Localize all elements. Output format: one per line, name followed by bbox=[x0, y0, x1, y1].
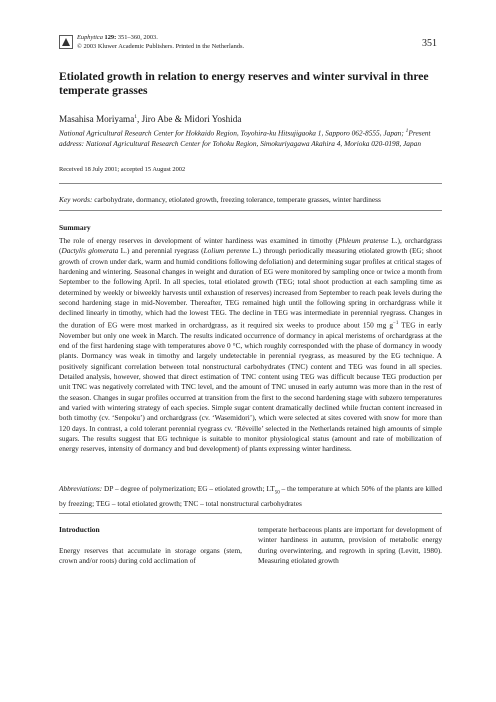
journal-pages: 351–360, 2003. bbox=[117, 34, 158, 41]
summary-heading: Summary bbox=[59, 223, 91, 232]
publisher-logo-icon bbox=[59, 35, 73, 49]
abbreviations-part: – the temperature at which 50% of the plants are killed by freezing; TEG – total etiolated growth; TNC – total nonstructural carbohydrates bbox=[59, 484, 442, 508]
summary-text bbox=[59, 236, 442, 455]
keywords-list: carbohydrate, dormancy, etiolated growth, freezing tolerance, temperate grasses, winter hardiness bbox=[94, 195, 381, 204]
article-title: Etiolated growth in relation to energy reserves and winter survival in three temperate grasses bbox=[59, 70, 429, 98]
summary-part: L.) and perennial ryegrass ( bbox=[118, 246, 204, 256]
author-list bbox=[59, 114, 241, 124]
received-dates: Received 18 July 2001; accepted 15 August 2002 bbox=[59, 166, 186, 173]
affiliation bbox=[59, 126, 447, 149]
keywords bbox=[59, 195, 381, 204]
divider-bottom bbox=[59, 513, 442, 514]
journal-volume: 129: bbox=[104, 34, 117, 41]
summary-part: TEG in early November but only one week in March. The results indicated occurrence of dormancy in apical meristems of orchardgrass at the end of the first hardening stage with temperatures above 0 °C, which roughly corresponded with the phase of dormancy in woody plants. Dormancy was weak in timothy and largely undetectable in perennial ryegrass, as measured by the EG technique. A positively significant correlation between total nonstructural carbohydrates (TNC) content and TEG was found in all species. Detailed analysis, however, showed that direct estimation of TNC content using TEG was difficult because TEG production per unit TNC was negatively correlated with TNC level, and the amount of TNC unused in early autumn was more than in the rest of the season. Changes in sugar profiles occurred at transition from the first to the second hardening stage with subzero temperatures and varied with wintering strategy of each species. Simple sugar content dramatically declined while fructan content increased in both timothy (cv. ‘Senpoku’) and orchardgrass (cv. ‘Wasemidori’), which were selected at sites covered with snow for more than 120 days. In contrast, a cold tolerant perennial ryegrass cv. ‘Réveille’ selected in the Netherlands retained high amounts of simple sugars. The results suggest that EG technique is suitable to monitor physiological status (amount and rate of mobilization of energy reserves, intensity of dormancy and bud development) of plants expressing winter hardiness. bbox=[59, 320, 443, 454]
page-number: 351 bbox=[422, 38, 437, 49]
affiliation-marker: 1 bbox=[405, 128, 409, 134]
first-author: Masahisa Moriyama bbox=[59, 114, 135, 125]
abbreviations bbox=[59, 484, 442, 509]
running-header bbox=[77, 34, 244, 51]
affiliation-main: National Agricultural Research Center for Hokkaido Region, Toyohira-ku Hitsujigaoka 1, Sapporo 062-8555, Japan; bbox=[59, 128, 406, 138]
divider-top bbox=[59, 183, 442, 184]
present-address: Present address: National Agricultural Research Center for Tohoku Region, Simokuriyagawa Akahira 4, Morioka 020-0198, Japan bbox=[59, 128, 431, 148]
introduction-heading: Introduction bbox=[59, 525, 100, 534]
co-authors: , Jiro Abe & Midori Yoshida bbox=[137, 114, 242, 125]
introduction-column-1: Energy reserves that accumulate in storage organs (stem, crown and/or roots) during cold acclimation of bbox=[59, 546, 242, 566]
species-name: Phleum pratense bbox=[337, 236, 389, 245]
unit-exponent: −1 bbox=[393, 320, 399, 326]
journal-name: Euphytica bbox=[77, 34, 103, 41]
lt50-subscript: 50 bbox=[274, 490, 280, 496]
summary-part: The role of energy reserves in development of winter hardiness was examined in timothy ( bbox=[59, 236, 338, 245]
introduction-column-2: temperate herbaceous plants are important for development of winter hardiness in autumn, provision of metabolic energy during overwintering, and regrowth in spring (Levitt, 1980). Measuring etiolated growth bbox=[258, 525, 442, 566]
summary-part: L.), orchardgrass ( bbox=[59, 236, 442, 256]
species-name: Lolium perenne bbox=[203, 246, 250, 256]
summary-part: L.) through periodically measuring etiolated growth (EG; shoot growth of crown under dark, warm and humid conditions following defoliation) and determining sugar profiles at critical stages of hardening and wintering. Seasonal changes in weight and duration of EG were monitored by sampling once or twice a month from September to the following April. In all species, total etiolated growth (TEG; total shoot production at each sampling time as determined by weekly or biweekly harvests until exhaustion of reserves) increased from September to reach peak levels during the second hardening stage in mid-November. Thereafter, TEG remained high until the following spring in orchardgrass while it declined linearly in timothy, which had the lowest TEG. The decline in TEG was intermediate in perennial ryegrass. Changes in the duration of EG were most marked in orchardgrass, as it required six weeks to produce about 150 mg g bbox=[59, 246, 442, 330]
author-footnote-marker: 1 bbox=[134, 114, 138, 120]
keywords-label: Key words: bbox=[59, 195, 93, 204]
abbreviations-part: DP – degree of polymerization; EG – etiolated growth; LT bbox=[102, 484, 275, 493]
divider-keywords bbox=[59, 210, 442, 211]
species-name: Dactylis glomerata bbox=[61, 246, 119, 256]
copyright-line: © 2003 Kluwer Academic Publishers. Printed in the Netherlands. bbox=[77, 42, 245, 50]
abbreviations-label: Abbreviations: bbox=[59, 484, 103, 493]
